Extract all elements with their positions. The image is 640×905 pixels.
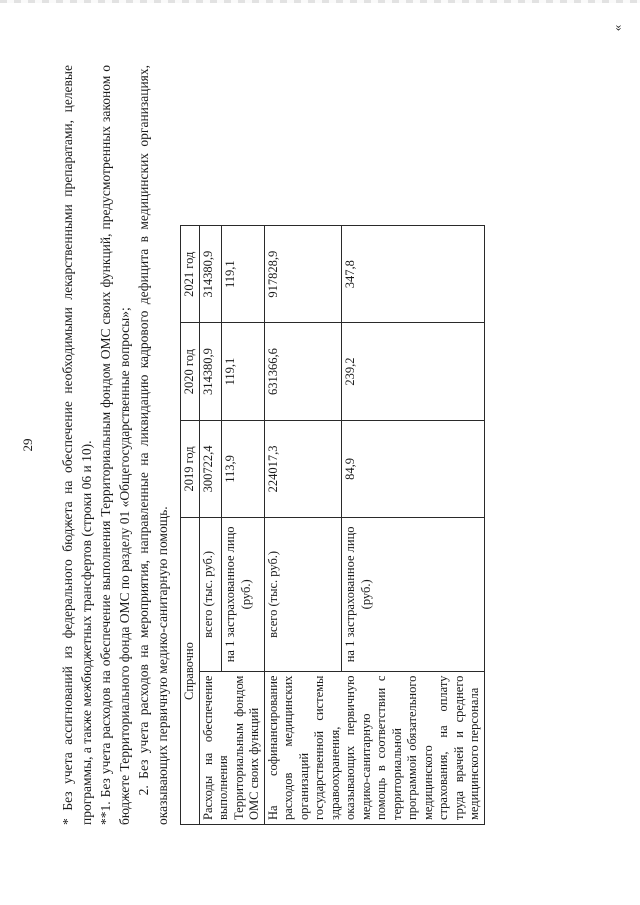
page-number: 29: [20, 438, 35, 452]
table-cell: 113,9: [222, 420, 264, 517]
row-description: На софинансирование расходов медицинских организаций государственной системы здравоохранения, оказывающих первичную медико-санитарную помощь в соответствии с территориальной программой обязательного медицинского страхования, на оплату труда врачей и среднего медицинского персонала: [264, 671, 484, 824]
corner-mark: »: [611, 24, 627, 32]
table-cell: 84,9: [342, 420, 484, 517]
row-description: Расходы на обеспечение выполнения Территориальным фондом ОМС своих функций: [199, 671, 264, 824]
table-cell: 300722,4: [199, 420, 222, 517]
table-cell: 917828,9: [264, 226, 342, 323]
row-unit: на 1 застрахованное лицо (руб.): [222, 518, 264, 671]
row-unit: на 1 застрахованное лицо (руб.): [342, 518, 484, 671]
row-unit: всего (тыс. руб.): [264, 518, 342, 671]
table-row: [199, 226, 222, 825]
table-cell: 347,8: [342, 226, 484, 323]
table-cell: 631366,6: [264, 323, 342, 420]
table-row: [264, 226, 342, 825]
table-cell: 239,2: [342, 323, 484, 420]
row-unit: всего (тыс. руб.): [199, 518, 222, 671]
year-header: 2019 год: [181, 420, 200, 517]
table-cell: 314380,9: [199, 226, 222, 323]
footnote-2: **1. Без учета расходов на обеспечение выполнения Территориальным фондом ОМС своих функций, предусмотренных законом о бюджете Территориального фонда ОМС по разделу 01 «Общегосударственные вопросы»;: [98, 65, 132, 825]
year-header: 2021 год: [181, 226, 200, 323]
table-header-row: [181, 226, 200, 825]
footnote-3: 2. Без учета расходов на мероприятия, направленные на ликвидацию кадрового дефицита в медицинских организациях, оказывающих первичную медико-санитарную помощь.: [136, 65, 170, 825]
table-cell: 119,1: [222, 226, 264, 323]
reference-table: [180, 225, 485, 825]
year-header: 2020 год: [181, 323, 200, 420]
table-cell: 119,1: [222, 323, 264, 420]
footnotes: [58, 65, 172, 825]
table-cell: 314380,9: [199, 323, 222, 420]
header-label: Справочно: [181, 518, 200, 825]
footnote-1: * Без учета ассигнований из федерального бюджета на обеспечение необходимыми лекарственными препаратами, целевые программы, а также межбюджетных трансфертов (строки 06 и 10).: [60, 65, 94, 825]
table-cell: 224017,3: [264, 420, 342, 517]
